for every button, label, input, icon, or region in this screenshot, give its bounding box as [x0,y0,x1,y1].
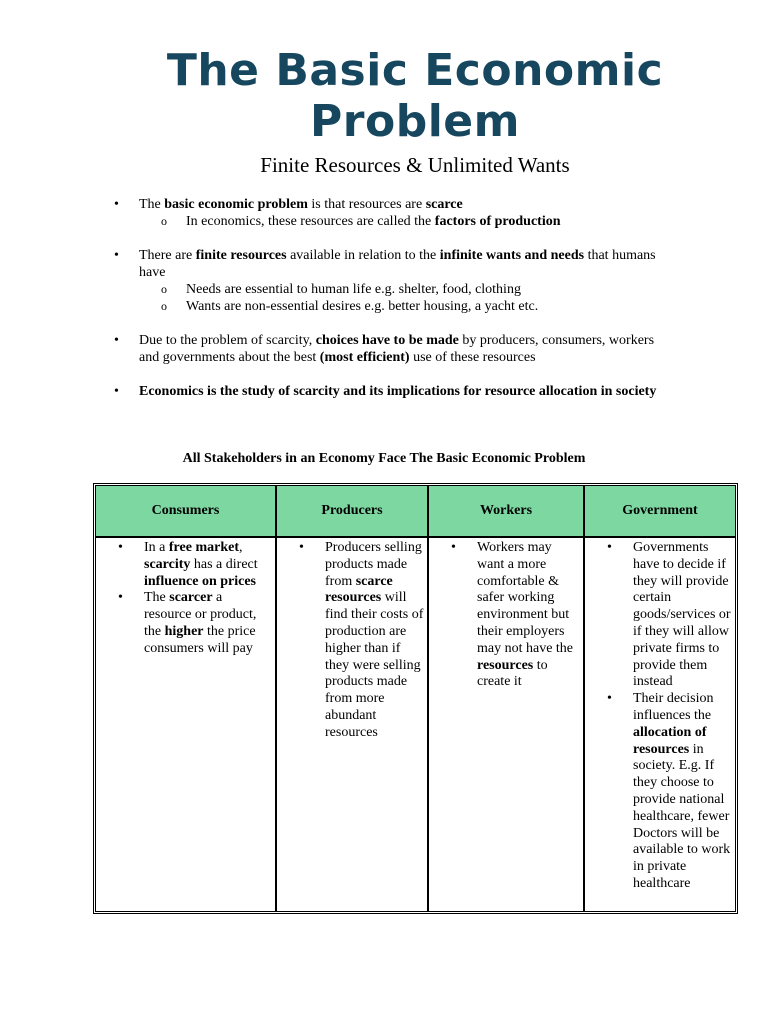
circle-bullet-icon: o [161,299,167,313]
page-title: The Basic Economic Problem [166,45,664,147]
cell-workers [429,538,585,911]
table-title: All Stakeholders in an Economy Face The Basic Economic Problem [182,451,586,466]
bullet-item: • Due to the problem of scarcity, choices have to be made by producers, consumers, workers and governments about the best (most efficient) use of these resources [114,333,655,365]
bullet-item: • Economics is the study of scarcity and its implications for resource allocation in society [114,384,657,399]
list-item: • The scarcer a resource or product, the higher the price consumers will pay [118,590,257,656]
circle-bullet-icon: o [161,214,167,228]
sub-bullet-item: o Needs are essential to human life e.g. shelter, food, clothing [161,282,521,297]
cell-consumers [96,538,277,911]
sub-bullet-item: o Wants are non-essential desires e.g. better housing, a yacht etc. [161,299,539,314]
header-consumers: Consumers [96,486,277,538]
bullet-icon: • [607,691,612,707]
bullet-icon: • [114,248,119,263]
bullet-icon: • [114,333,119,348]
bullet-list [112,196,672,417]
circle-bullet-icon: o [161,282,167,296]
bullet-icon: • [451,540,456,555]
page-subtitle: Finite Resources & Unlimited Wants [260,153,570,177]
table-header-row [96,486,735,538]
header-government: Government [585,486,735,538]
list-item: • Their decision influences the allocation of resources in society. E.g. If they choose to provide national healthcare, fewer Doctors will be available to work in private healthcare [607,691,731,891]
list-item: • Workers may want a more comfortable & safer working environment but their employers may not have the resources to create it [451,540,574,690]
sub-bullet-item: o In economics, these resources are called the factors of production [161,214,561,229]
bullet-icon: • [299,540,304,555]
bullet-item: • There are finite resources available in relation to the infinite wants and needs that humans have o Needs are essential to human life e.g. shelter, food, clothing o Wants are non-essential desires e.g. better housing, a yacht etc. [112,247,672,315]
header-producers: Producers [277,486,429,538]
cell-producers [277,538,429,911]
bullet-icon: • [118,590,123,606]
list-item: • In a free market, scarcity has a direct influence on prices [118,540,258,589]
stakeholders-table [93,483,738,914]
cell-government [585,538,735,911]
list-item: • Governments have to decide if they will provide certain goods/services or if they will allow private firms to provide them instead [607,540,731,690]
bullet-icon: • [114,197,119,212]
bullet-icon: • [607,540,612,555]
bullet-icon: • [114,384,119,399]
table-row [96,538,735,911]
list-item: • Producers selling products made from scarce resources will find their costs of production are higher than if they were selling products made from more abundant resources [299,540,424,740]
bullet-item: • The basic economic problem is that resources are scarce o In economics, these resources are called the factors of production [112,196,672,230]
bullet-icon: • [118,540,123,555]
header-workers: Workers [429,486,585,538]
